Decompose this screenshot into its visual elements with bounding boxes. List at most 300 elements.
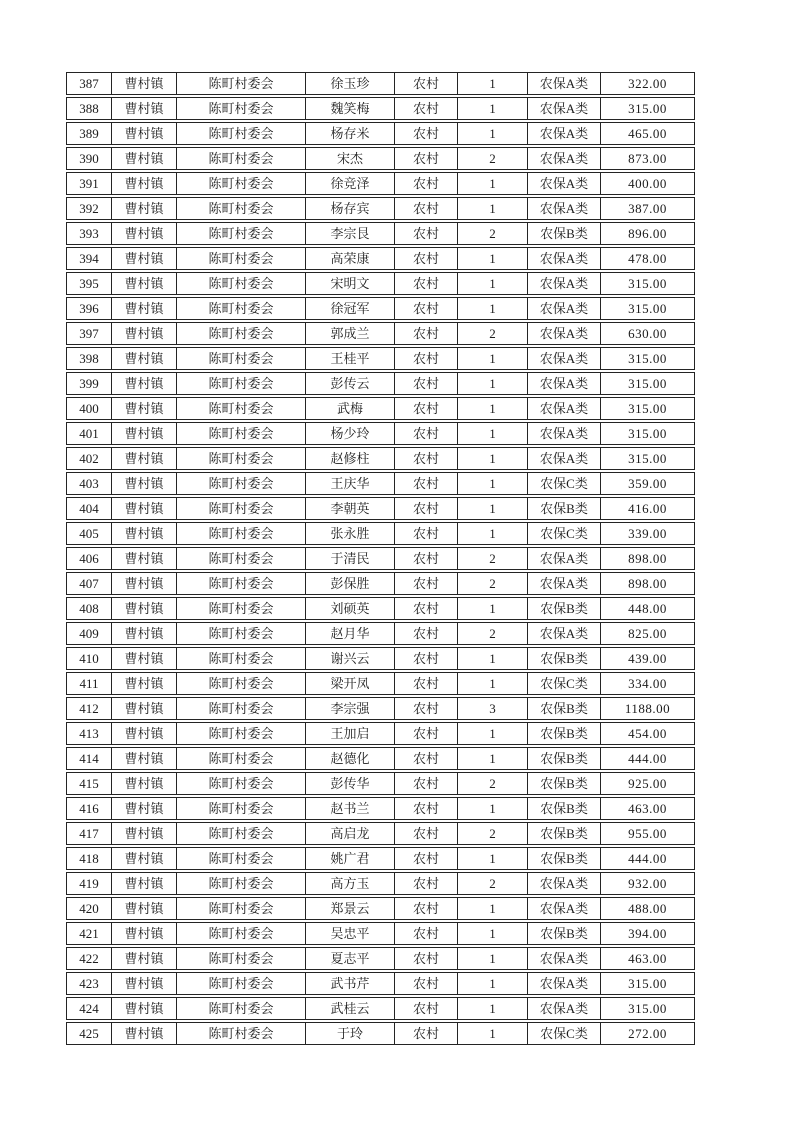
cell-count: 1 (458, 247, 528, 270)
cell-town: 曹村镇 (112, 872, 177, 895)
cell-amount: 315.00 (601, 397, 695, 420)
cell-village: 陈町村委会 (177, 97, 306, 120)
cell-count: 2 (458, 872, 528, 895)
cell-index: 401 (66, 422, 112, 445)
cell-insurance_type: 农保A类 (528, 622, 601, 645)
cell-category: 农村 (395, 197, 458, 220)
table-row (66, 297, 695, 320)
table-row (66, 497, 695, 520)
cell-village: 陈町村委会 (177, 372, 306, 395)
cell-index: 397 (66, 322, 112, 345)
cell-village: 陈町村委会 (177, 72, 306, 95)
cell-name: 武书芹 (306, 972, 395, 995)
cell-village: 陈町村委会 (177, 297, 306, 320)
cell-index: 409 (66, 622, 112, 645)
table-row (66, 272, 695, 295)
cell-town: 曹村镇 (112, 172, 177, 195)
table-row (66, 397, 695, 420)
cell-index: 421 (66, 922, 112, 945)
cell-index: 398 (66, 347, 112, 370)
cell-insurance_type: 农保A类 (528, 272, 601, 295)
cell-category: 农村 (395, 722, 458, 745)
cell-count: 2 (458, 322, 528, 345)
table-row (66, 822, 695, 845)
cell-town: 曹村镇 (112, 272, 177, 295)
cell-category: 农村 (395, 522, 458, 545)
cell-amount: 463.00 (601, 947, 695, 970)
cell-village: 陈町村委会 (177, 622, 306, 645)
cell-name: 宋杰 (306, 147, 395, 170)
cell-insurance_type: 农保A类 (528, 897, 601, 920)
cell-village: 陈町村委会 (177, 872, 306, 895)
table-row (66, 897, 695, 920)
cell-village: 陈町村委会 (177, 497, 306, 520)
cell-village: 陈町村委会 (177, 922, 306, 945)
cell-count: 1 (458, 722, 528, 745)
table-row (66, 72, 695, 95)
cell-name: 夏志平 (306, 947, 395, 970)
cell-insurance_type: 农保A类 (528, 322, 601, 345)
cell-count: 1 (458, 422, 528, 445)
cell-category: 农村 (395, 297, 458, 320)
cell-town: 曹村镇 (112, 847, 177, 870)
cell-count: 1 (458, 647, 528, 670)
cell-town: 曹村镇 (112, 222, 177, 245)
cell-count: 1 (458, 297, 528, 320)
cell-name: 谢兴云 (306, 647, 395, 670)
cell-category: 农村 (395, 972, 458, 995)
cell-town: 曹村镇 (112, 472, 177, 495)
cell-insurance_type: 农保A类 (528, 172, 601, 195)
cell-amount: 387.00 (601, 197, 695, 220)
cell-name: 李朝英 (306, 497, 395, 520)
cell-town: 曹村镇 (112, 922, 177, 945)
cell-insurance_type: 农保B类 (528, 922, 601, 945)
cell-count: 1 (458, 797, 528, 820)
cell-village: 陈町村委会 (177, 347, 306, 370)
cell-village: 陈町村委会 (177, 647, 306, 670)
cell-village: 陈町村委会 (177, 572, 306, 595)
cell-town: 曹村镇 (112, 522, 177, 545)
cell-village: 陈町村委会 (177, 972, 306, 995)
cell-town: 曹村镇 (112, 647, 177, 670)
cell-amount: 339.00 (601, 522, 695, 545)
cell-village: 陈町村委会 (177, 997, 306, 1020)
cell-category: 农村 (395, 822, 458, 845)
cell-insurance_type: 农保B类 (528, 722, 601, 745)
cell-village: 陈町村委会 (177, 697, 306, 720)
table-row (66, 247, 695, 270)
cell-amount: 394.00 (601, 922, 695, 945)
cell-village: 陈町村委会 (177, 772, 306, 795)
cell-name: 梁开凤 (306, 672, 395, 695)
table-row (66, 772, 695, 795)
table-row (66, 597, 695, 620)
cell-count: 1 (458, 922, 528, 945)
cell-count: 2 (458, 547, 528, 570)
cell-category: 农村 (395, 797, 458, 820)
table-row (66, 847, 695, 870)
cell-town: 曹村镇 (112, 147, 177, 170)
table-row (66, 347, 695, 370)
table-row (66, 172, 695, 195)
table-row (66, 522, 695, 545)
payment-table (66, 72, 695, 1047)
cell-town: 曹村镇 (112, 947, 177, 970)
table-row (66, 672, 695, 695)
cell-count: 2 (458, 622, 528, 645)
cell-index: 416 (66, 797, 112, 820)
cell-category: 农村 (395, 622, 458, 645)
cell-insurance_type: 农保B类 (528, 822, 601, 845)
cell-village: 陈町村委会 (177, 597, 306, 620)
cell-insurance_type: 农保B类 (528, 772, 601, 795)
cell-village: 陈町村委会 (177, 747, 306, 770)
cell-name: 徐冠军 (306, 297, 395, 320)
cell-insurance_type: 农保A类 (528, 297, 601, 320)
cell-insurance_type: 农保A类 (528, 572, 601, 595)
cell-category: 农村 (395, 272, 458, 295)
cell-name: 高启龙 (306, 822, 395, 845)
cell-amount: 322.00 (601, 72, 695, 95)
cell-amount: 334.00 (601, 672, 695, 695)
table-row (66, 472, 695, 495)
cell-town: 曹村镇 (112, 822, 177, 845)
cell-town: 曹村镇 (112, 372, 177, 395)
cell-category: 农村 (395, 472, 458, 495)
cell-name: 赵书兰 (306, 797, 395, 820)
cell-village: 陈町村委会 (177, 122, 306, 145)
cell-name: 李宗强 (306, 697, 395, 720)
cell-amount: 400.00 (601, 172, 695, 195)
cell-insurance_type: 农保B类 (528, 847, 601, 870)
cell-amount: 315.00 (601, 97, 695, 120)
cell-amount: 444.00 (601, 747, 695, 770)
cell-name: 高荣康 (306, 247, 395, 270)
cell-amount: 359.00 (601, 472, 695, 495)
cell-town: 曹村镇 (112, 772, 177, 795)
table-row (66, 872, 695, 895)
cell-amount: 873.00 (601, 147, 695, 170)
cell-town: 曹村镇 (112, 547, 177, 570)
cell-amount: 315.00 (601, 297, 695, 320)
cell-insurance_type: 农保A类 (528, 447, 601, 470)
cell-count: 1 (458, 272, 528, 295)
cell-town: 曹村镇 (112, 797, 177, 820)
table-row (66, 922, 695, 945)
cell-name: 王加启 (306, 722, 395, 745)
cell-amount: 932.00 (601, 872, 695, 895)
cell-amount: 488.00 (601, 897, 695, 920)
cell-insurance_type: 农保A类 (528, 372, 601, 395)
cell-count: 2 (458, 222, 528, 245)
cell-count: 1 (458, 122, 528, 145)
cell-index: 391 (66, 172, 112, 195)
cell-category: 农村 (395, 497, 458, 520)
cell-town: 曹村镇 (112, 97, 177, 120)
table-row (66, 1022, 695, 1045)
cell-name: 赵月华 (306, 622, 395, 645)
cell-village: 陈町村委会 (177, 672, 306, 695)
table-row (66, 447, 695, 470)
cell-amount: 315.00 (601, 447, 695, 470)
cell-category: 农村 (395, 1022, 458, 1045)
cell-index: 412 (66, 697, 112, 720)
cell-count: 1 (458, 472, 528, 495)
cell-village: 陈町村委会 (177, 147, 306, 170)
cell-category: 农村 (395, 847, 458, 870)
cell-village: 陈町村委会 (177, 947, 306, 970)
cell-index: 390 (66, 147, 112, 170)
table-row (66, 622, 695, 645)
cell-index: 408 (66, 597, 112, 620)
cell-index: 419 (66, 872, 112, 895)
cell-insurance_type: 农保A类 (528, 72, 601, 95)
cell-category: 农村 (395, 322, 458, 345)
cell-index: 404 (66, 497, 112, 520)
cell-amount: 272.00 (601, 1022, 695, 1045)
cell-category: 农村 (395, 422, 458, 445)
table-row (66, 147, 695, 170)
cell-town: 曹村镇 (112, 747, 177, 770)
cell-insurance_type: 农保C类 (528, 522, 601, 545)
cell-insurance_type: 农保A类 (528, 872, 601, 895)
cell-category: 农村 (395, 72, 458, 95)
table-row (66, 97, 695, 120)
cell-index: 400 (66, 397, 112, 420)
cell-name: 宋明文 (306, 272, 395, 295)
cell-count: 1 (458, 672, 528, 695)
cell-town: 曹村镇 (112, 497, 177, 520)
cell-category: 农村 (395, 447, 458, 470)
cell-index: 411 (66, 672, 112, 695)
cell-insurance_type: 农保C类 (528, 1022, 601, 1045)
cell-amount: 315.00 (601, 422, 695, 445)
cell-insurance_type: 农保B类 (528, 222, 601, 245)
cell-count: 1 (458, 372, 528, 395)
cell-amount: 465.00 (601, 122, 695, 145)
cell-index: 413 (66, 722, 112, 745)
cell-index: 389 (66, 122, 112, 145)
cell-index: 417 (66, 822, 112, 845)
table-row (66, 647, 695, 670)
cell-amount: 444.00 (601, 847, 695, 870)
cell-amount: 416.00 (601, 497, 695, 520)
cell-amount: 315.00 (601, 972, 695, 995)
cell-index: 418 (66, 847, 112, 870)
table-row (66, 972, 695, 995)
cell-town: 曹村镇 (112, 322, 177, 345)
cell-count: 2 (458, 572, 528, 595)
cell-index: 410 (66, 647, 112, 670)
cell-town: 曹村镇 (112, 972, 177, 995)
cell-index: 394 (66, 247, 112, 270)
cell-category: 农村 (395, 672, 458, 695)
cell-village: 陈町村委会 (177, 472, 306, 495)
cell-name: 彭传云 (306, 372, 395, 395)
cell-index: 414 (66, 747, 112, 770)
cell-village: 陈町村委会 (177, 322, 306, 345)
cell-name: 徐竞泽 (306, 172, 395, 195)
cell-town: 曹村镇 (112, 422, 177, 445)
cell-name: 李宗艮 (306, 222, 395, 245)
cell-insurance_type: 农保A类 (528, 347, 601, 370)
cell-category: 农村 (395, 372, 458, 395)
table-row (66, 747, 695, 770)
cell-category: 农村 (395, 122, 458, 145)
cell-name: 郭成兰 (306, 322, 395, 345)
cell-index: 405 (66, 522, 112, 545)
cell-village: 陈町村委会 (177, 1022, 306, 1045)
cell-amount: 630.00 (601, 322, 695, 345)
cell-town: 曹村镇 (112, 897, 177, 920)
cell-insurance_type: 农保A类 (528, 147, 601, 170)
cell-name: 魏笑梅 (306, 97, 395, 120)
cell-insurance_type: 农保A类 (528, 197, 601, 220)
cell-insurance_type: 农保A类 (528, 422, 601, 445)
cell-name: 吴忠平 (306, 922, 395, 945)
cell-town: 曹村镇 (112, 622, 177, 645)
table-row (66, 722, 695, 745)
cell-count: 1 (458, 747, 528, 770)
cell-town: 曹村镇 (112, 997, 177, 1020)
cell-category: 农村 (395, 347, 458, 370)
cell-amount: 478.00 (601, 247, 695, 270)
cell-name: 武梅 (306, 397, 395, 420)
cell-category: 农村 (395, 947, 458, 970)
cell-name: 彭保胜 (306, 572, 395, 595)
cell-village: 陈町村委会 (177, 172, 306, 195)
cell-amount: 825.00 (601, 622, 695, 645)
cell-town: 曹村镇 (112, 397, 177, 420)
cell-index: 402 (66, 447, 112, 470)
cell-count: 1 (458, 197, 528, 220)
cell-category: 农村 (395, 247, 458, 270)
cell-count: 1 (458, 972, 528, 995)
cell-insurance_type: 农保B类 (528, 497, 601, 520)
cell-category: 农村 (395, 647, 458, 670)
cell-count: 1 (458, 1022, 528, 1045)
cell-count: 1 (458, 897, 528, 920)
cell-category: 农村 (395, 772, 458, 795)
cell-index: 392 (66, 197, 112, 220)
cell-name: 王庆华 (306, 472, 395, 495)
cell-category: 农村 (395, 97, 458, 120)
cell-count: 1 (458, 172, 528, 195)
cell-insurance_type: 农保A类 (528, 547, 601, 570)
cell-index: 387 (66, 72, 112, 95)
cell-count: 2 (458, 147, 528, 170)
cell-village: 陈町村委会 (177, 847, 306, 870)
cell-village: 陈町村委会 (177, 222, 306, 245)
cell-insurance_type: 农保B类 (528, 647, 601, 670)
cell-index: 407 (66, 572, 112, 595)
cell-index: 424 (66, 997, 112, 1020)
cell-insurance_type: 农保A类 (528, 947, 601, 970)
cell-town: 曹村镇 (112, 572, 177, 595)
table-row (66, 547, 695, 570)
cell-category: 农村 (395, 172, 458, 195)
cell-village: 陈町村委会 (177, 522, 306, 545)
cell-category: 农村 (395, 747, 458, 770)
cell-count: 2 (458, 772, 528, 795)
cell-amount: 898.00 (601, 572, 695, 595)
cell-village: 陈町村委会 (177, 272, 306, 295)
cell-village: 陈町村委会 (177, 897, 306, 920)
cell-name: 高方玉 (306, 872, 395, 895)
cell-village: 陈町村委会 (177, 797, 306, 820)
cell-insurance_type: 农保C类 (528, 472, 601, 495)
table-row (66, 947, 695, 970)
cell-insurance_type: 农保A类 (528, 122, 601, 145)
cell-count: 1 (458, 497, 528, 520)
cell-category: 农村 (395, 897, 458, 920)
cell-town: 曹村镇 (112, 672, 177, 695)
cell-name: 郑景云 (306, 897, 395, 920)
cell-name: 王桂平 (306, 347, 395, 370)
cell-category: 农村 (395, 222, 458, 245)
cell-category: 农村 (395, 872, 458, 895)
cell-name: 杨存米 (306, 122, 395, 145)
cell-amount: 898.00 (601, 547, 695, 570)
cell-count: 1 (458, 447, 528, 470)
cell-index: 406 (66, 547, 112, 570)
cell-count: 1 (458, 72, 528, 95)
cell-town: 曹村镇 (112, 347, 177, 370)
cell-count: 1 (458, 947, 528, 970)
cell-index: 425 (66, 1022, 112, 1045)
cell-category: 农村 (395, 572, 458, 595)
cell-town: 曹村镇 (112, 297, 177, 320)
cell-category: 农村 (395, 147, 458, 170)
cell-insurance_type: 农保A类 (528, 247, 601, 270)
cell-insurance_type: 农保A类 (528, 997, 601, 1020)
cell-amount: 315.00 (601, 347, 695, 370)
cell-count: 3 (458, 697, 528, 720)
cell-name: 于玲 (306, 1022, 395, 1045)
cell-index: 388 (66, 97, 112, 120)
cell-name: 赵修柱 (306, 447, 395, 470)
cell-index: 423 (66, 972, 112, 995)
cell-amount: 439.00 (601, 647, 695, 670)
table-row (66, 372, 695, 395)
cell-name: 赵德化 (306, 747, 395, 770)
cell-category: 农村 (395, 597, 458, 620)
cell-town: 曹村镇 (112, 122, 177, 145)
table-row (66, 222, 695, 245)
table-row (66, 197, 695, 220)
cell-town: 曹村镇 (112, 247, 177, 270)
cell-village: 陈町村委会 (177, 397, 306, 420)
cell-count: 2 (458, 822, 528, 845)
cell-name: 杨存宾 (306, 197, 395, 220)
cell-village: 陈町村委会 (177, 197, 306, 220)
cell-amount: 925.00 (601, 772, 695, 795)
cell-insurance_type: 农保C类 (528, 672, 601, 695)
cell-insurance_type: 农保B类 (528, 797, 601, 820)
cell-amount: 896.00 (601, 222, 695, 245)
cell-amount: 315.00 (601, 272, 695, 295)
cell-insurance_type: 农保A类 (528, 397, 601, 420)
cell-count: 1 (458, 522, 528, 545)
cell-index: 415 (66, 772, 112, 795)
cell-count: 1 (458, 597, 528, 620)
cell-amount: 955.00 (601, 822, 695, 845)
cell-index: 395 (66, 272, 112, 295)
cell-town: 曹村镇 (112, 447, 177, 470)
cell-index: 393 (66, 222, 112, 245)
cell-town: 曹村镇 (112, 197, 177, 220)
